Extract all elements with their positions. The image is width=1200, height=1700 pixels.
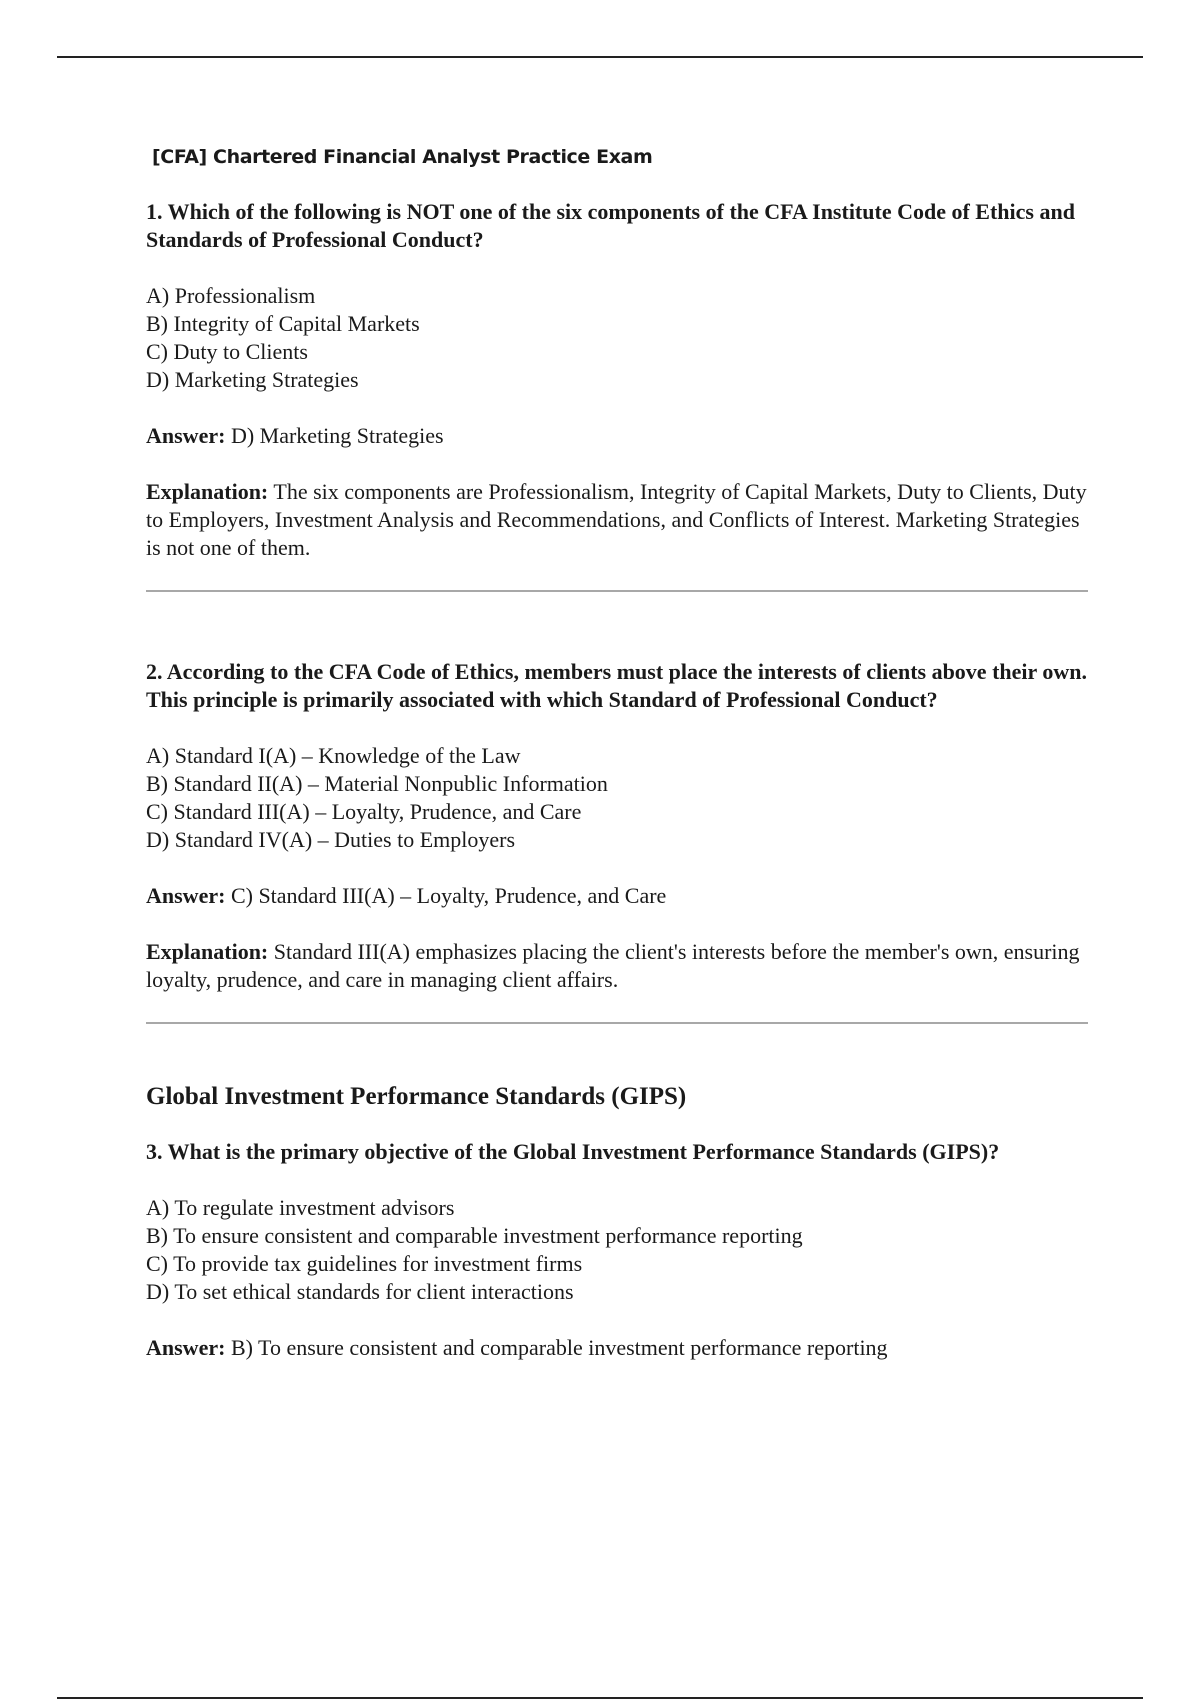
option-item: D) Marketing Strategies	[146, 367, 359, 392]
answer-value: D) Marketing Strategies	[230, 423, 444, 448]
question-block-1	[146, 198, 1091, 592]
answer-line	[146, 422, 1091, 450]
option-item: B) Standard II(A) – Material Nonpublic Information	[146, 771, 608, 796]
answer-label: Answer:	[146, 883, 226, 908]
explanation-label: Explanation:	[146, 479, 269, 504]
explanation-text: Standard III(A) emphasizes placing the client's interests before the member's own, ensuring loyalty, prudence, and care in managing client affairs.	[146, 939, 1080, 992]
explanation-text: The six components are Professionalism, Integrity of Capital Markets, Duty to Clients, Duty to Employers, Investment Analysis and Recommendations, and Conflicts of Interest. Marketing Strategies is not one of them.	[146, 479, 1087, 560]
option-list	[146, 1194, 1091, 1306]
answer-label: Answer:	[146, 423, 226, 448]
question-text: 3. What is the primary objective of the Global Investment Performance Standards (GIPS)?	[146, 1139, 1000, 1164]
answer-line	[146, 1334, 1091, 1362]
section-heading-gips: Global Investment Performance Standards (GIPS)	[146, 1083, 687, 1110]
question-block-3	[146, 1138, 1091, 1362]
question-text: 2. According to the CFA Code of Ethics, members must place the interests of clients above their own. This principle is primarily associated with which Standard of Professional Conduct?	[146, 659, 1088, 712]
option-item: D) Standard IV(A) – Duties to Employers	[146, 827, 516, 852]
answer-value: C) Standard III(A) – Loyalty, Prudence, and Care	[230, 883, 667, 908]
option-item: C) Duty to Clients	[146, 339, 308, 364]
document-title: [CFA] Chartered Financial Analyst Practice Exam	[152, 146, 653, 168]
option-item: A) Professionalism	[146, 283, 316, 308]
option-item: C) Standard III(A) – Loyalty, Prudence, and Care	[146, 799, 582, 824]
section-divider	[146, 590, 1088, 592]
option-item: A) To regulate investment advisors	[146, 1195, 455, 1220]
option-item: D) To set ethical standards for client interactions	[146, 1279, 574, 1304]
page-bottom-rule	[57, 1697, 1143, 1699]
option-list	[146, 742, 1091, 854]
answer-label: Answer:	[146, 1335, 226, 1360]
option-list	[146, 282, 1091, 394]
explanation-line	[146, 938, 1091, 994]
section-divider	[146, 1022, 1088, 1024]
answer-line	[146, 882, 1091, 910]
document-body	[146, 146, 1091, 1390]
option-item: A) Standard I(A) – Knowledge of the Law	[146, 743, 521, 768]
explanation-line	[146, 478, 1091, 562]
question-block-2	[146, 658, 1091, 1024]
answer-value: B) To ensure consistent and comparable investment performance reporting	[230, 1335, 888, 1360]
page-top-rule	[57, 56, 1143, 58]
option-item: B) Integrity of Capital Markets	[146, 311, 420, 336]
question-text: 1. Which of the following is NOT one of the six components of the CFA Institute Code of Ethics and Standards of Professional Conduct?	[146, 199, 1075, 252]
option-item: C) To provide tax guidelines for investment firms	[146, 1251, 583, 1276]
explanation-label: Explanation:	[146, 939, 269, 964]
option-item: B) To ensure consistent and comparable investment performance reporting	[146, 1223, 803, 1248]
